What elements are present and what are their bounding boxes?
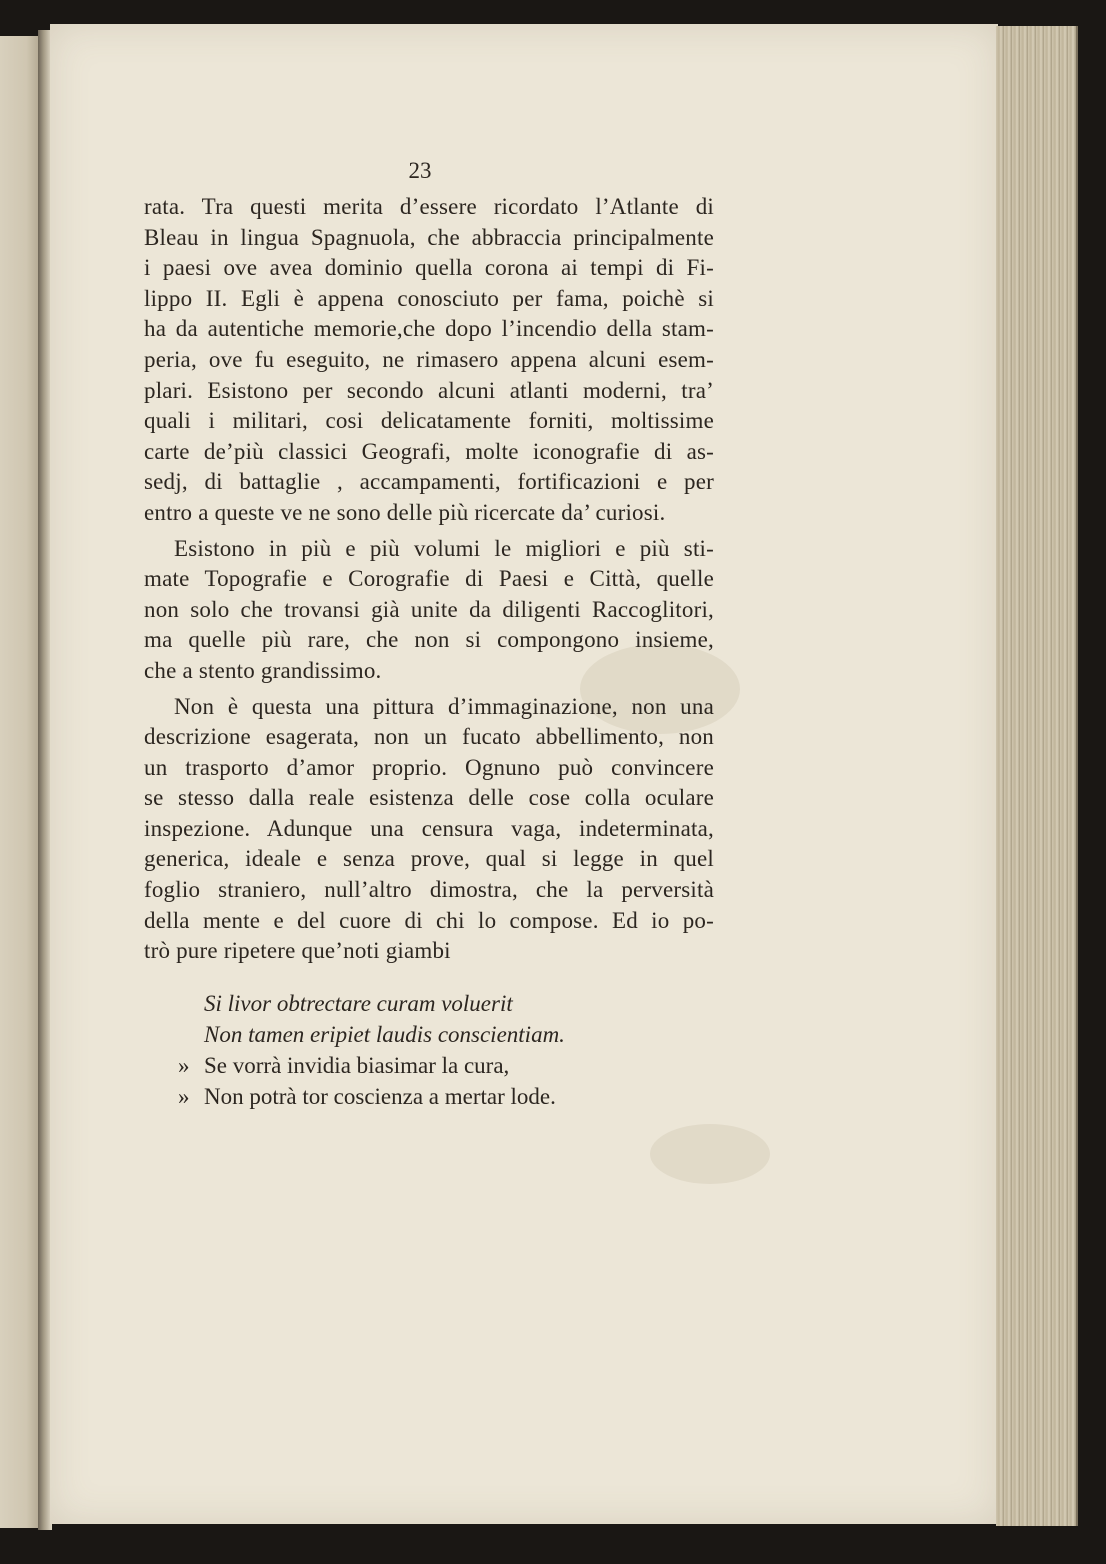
italian-verse-line <box>178 1081 738 1112</box>
text-line: che a stento grandissimo. <box>144 657 382 683</box>
text-line: della mente e del cuore di chi lo compose. Ed io po- <box>144 907 714 933</box>
text-line: Esistono in più e più volumi le migliori e più sti- <box>174 535 714 561</box>
text-line: un trasporto d’amor proprio. Ognuno può convincere <box>144 754 714 780</box>
text-line: peria, ove fu eseguito, ne rimasero appena alcuni esem- <box>144 346 714 372</box>
paper-stain <box>650 1124 770 1184</box>
paragraph-2 <box>144 534 714 687</box>
italian-verse-text: Se vorrà invidia biasimar la cura, <box>204 1053 510 1078</box>
quote-mark: » <box>178 1053 190 1078</box>
text-line: rata. Tra questi merita d’essere ricordato l’Atlante di <box>144 194 714 219</box>
text-line: plari. Esistono per secondo alcuni atlanti moderni, tra’ <box>144 377 714 403</box>
paragraph-3 <box>144 692 714 967</box>
text-line: Bleau in lingua Spagnuola, che abbraccia principalmente <box>144 224 714 250</box>
facing-page-edge <box>0 36 39 1528</box>
text-line: lippo II. Egli è appena conosciuto per fama, poichè si <box>144 285 714 311</box>
italian-verse-text: Non potrà tor coscienza a mertar lode. <box>204 1084 556 1109</box>
text-line: trò pure ripetere que’noti giambi <box>144 938 451 964</box>
page-block-edges <box>996 26 1078 1526</box>
text-line: entro a queste ve ne sono delle più ricercate da’ curiosi. <box>144 499 666 525</box>
text-line: foglio straniero, null’altro dimostra, che la perversità <box>144 877 714 903</box>
latin-verse-line: Si livor obtrectare curam voluerit <box>204 991 513 1016</box>
text-line: inspezione. Adunque una censura vaga, indeterminata, <box>144 815 714 841</box>
quote-mark: » <box>178 1084 190 1109</box>
text-line: non solo che trovansi già unite da diligenti Raccoglitori, <box>144 596 714 622</box>
verse-quotation <box>178 988 738 1112</box>
text-line: Non è questa una pittura d’immaginazione, non una <box>174 693 714 719</box>
text-line: quali i militari, cosi delicatamente forniti, moltissime <box>144 408 714 434</box>
page-number: 23 <box>408 158 432 183</box>
text-line: ma quelle più rare, che non si compongono insieme, <box>144 627 714 653</box>
text-line: carte de’più classici Geografi, molte iconografie di as- <box>144 438 714 464</box>
text-line: mate Topografie e Corografie di Paesi e Città, quelle <box>144 566 714 592</box>
latin-verse-line: Non tamen eripiet laudis conscientiam. <box>204 1022 565 1047</box>
text-line: sedj, di battaglie , accampamenti, fortificazioni e per <box>144 469 714 495</box>
text-line: descrizione esagerata, non un fucato abbellimento, non <box>144 724 714 750</box>
text-line: se stesso dalla reale esistenza delle cose colla oculare <box>144 785 714 811</box>
text-line: i paesi ove avea dominio quella corona ai tempi di Fi- <box>144 255 714 281</box>
paragraph-1 <box>144 192 714 529</box>
italian-verse-line <box>178 1050 738 1081</box>
text-line: generica, ideale e senza prove, qual si legge in quel <box>144 846 714 872</box>
body-text <box>144 150 714 967</box>
text-line: ha da autentiche memorie,che dopo l’incendio della stam- <box>144 316 714 342</box>
